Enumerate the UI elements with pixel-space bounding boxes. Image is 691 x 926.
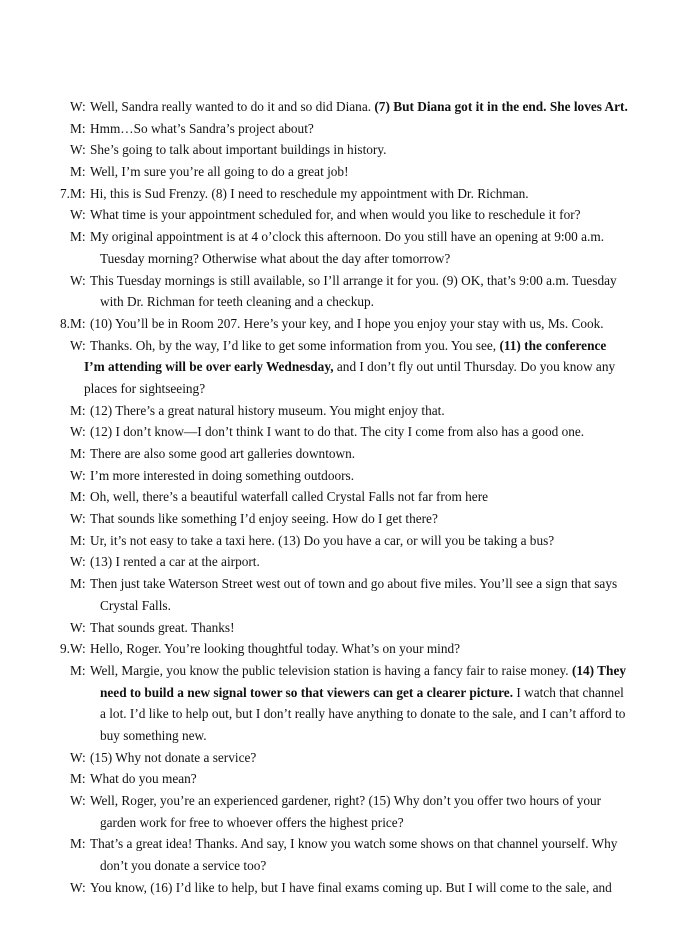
text-segment: Then just take Waterson Street west out of town and go about five miles. You’ll see a sign that says — [90, 576, 618, 592]
item-number: 9. — [60, 641, 70, 657]
utterance-text — [100, 248, 450, 270]
transcript-line — [0, 703, 691, 725]
utterance-text — [90, 204, 581, 226]
transcript-line — [0, 855, 691, 877]
text-segment: Well, I’m sure you’re all going to do a great job! — [90, 164, 349, 180]
transcript-line — [0, 226, 691, 248]
text-segment: (15) Why not donate a service? — [90, 749, 257, 765]
transcript-line — [0, 660, 691, 682]
utterance-text — [90, 833, 617, 855]
speaker-label: W: — [70, 554, 86, 570]
text-segment: (12) I don’t know—I don’t think I want to do that. The city I come from also has a good one. — [90, 424, 585, 440]
text-segment: places for sightseeing? — [84, 380, 206, 396]
utterance-text — [100, 595, 171, 617]
transcript-line — [0, 573, 691, 595]
utterance-text — [90, 139, 386, 161]
transcript-line — [0, 96, 691, 118]
text-segment: Hi, this is Sud Frenzy. (8) I need to reschedule my appointment with Dr. Richman. — [90, 185, 529, 201]
text-segment: Well, Roger, you’re an experienced gardener, right? (15) Why don’t you offer two hours of your — [90, 793, 602, 808]
text-segment: She’s going to talk about important buildings in history. — [90, 142, 387, 158]
utterance-text — [90, 573, 617, 595]
text-segment: That sounds like something I’d enjoy seeing. How do I get there? — [90, 511, 438, 527]
utterance-text — [90, 551, 260, 573]
text-segment: There are also some good art galleries downtown. — [90, 446, 356, 461]
speaker-label: W: — [70, 142, 86, 158]
utterance-text — [90, 638, 460, 660]
transcript-line — [0, 139, 691, 161]
utterance-text — [84, 356, 615, 378]
transcript-line — [0, 790, 691, 812]
text-segment: Well, Margie, you know the public television station is having a fancy fair to raise money. — [90, 662, 572, 678]
speaker-label: W: — [70, 207, 86, 223]
text-segment: Well, Sandra really wanted to do it and so did Diana. — [90, 99, 375, 114]
speaker-label: M: — [70, 402, 86, 418]
utterance-text — [90, 313, 604, 335]
transcript-line — [0, 638, 691, 660]
transcript-line — [0, 617, 691, 639]
utterance-text — [90, 660, 626, 682]
item-number: 7. — [60, 185, 70, 201]
transcript — [0, 96, 691, 898]
transcript-line — [0, 291, 691, 313]
speaker-label: M: — [70, 164, 86, 180]
utterance-text — [90, 226, 604, 248]
answer-highlight: need to build a new signal tower so that viewers can get a clearer picture. — [100, 684, 514, 700]
transcript-line — [0, 812, 691, 834]
text-segment: Hmm…So what’s Sandra’s project about? — [90, 120, 314, 136]
transcript-line — [0, 270, 691, 292]
utterance-text — [100, 725, 207, 747]
speaker-label: M: — [70, 446, 86, 461]
item-number: 8. — [60, 315, 70, 331]
transcript-line — [0, 313, 691, 335]
utterance-text — [90, 183, 529, 205]
speaker-label: W: — [70, 619, 86, 635]
transcript-line — [0, 768, 691, 790]
text-segment: That sounds great. Thanks! — [90, 619, 235, 635]
transcript-line — [0, 400, 691, 422]
text-segment: (12) There’s a great natural history museum. You might enjoy that. — [90, 402, 445, 418]
text-segment: I watch that channel — [513, 684, 624, 700]
speaker-label: M: — [70, 836, 86, 852]
speaker-label: W: — [70, 424, 86, 440]
text-segment: This Tuesday mornings is still available, so I’ll arrange it for you. (9) OK, that’s 9:00 a.m. Tuesday — [90, 272, 617, 288]
speaker-label: M: — [70, 532, 86, 548]
text-segment: Thanks. Oh, by the way, I’d like to get some information from you. You see, — [90, 337, 500, 353]
text-segment: What time is your appointment scheduled for, and when would you like to reschedule it for? — [90, 207, 581, 223]
utterance-text — [84, 378, 205, 400]
transcript-line — [0, 248, 691, 270]
text-segment: and I don’t fly out until Thursday. Do you know any — [333, 359, 616, 375]
transcript-line — [0, 682, 691, 704]
utterance-text — [90, 335, 606, 357]
transcript-line — [0, 877, 691, 899]
speaker-label: W: — [70, 749, 86, 765]
transcript-line — [0, 118, 691, 140]
speaker-label: M: — [70, 229, 86, 245]
transcript-line — [0, 747, 691, 769]
speaker-label: W: — [70, 467, 86, 483]
speaker-label: W: — [70, 511, 86, 527]
utterance-text — [90, 877, 612, 899]
utterance-text — [100, 812, 404, 834]
text-segment: (13) I rented a car at the airport. — [90, 554, 260, 570]
transcript-line — [0, 161, 691, 183]
answer-highlight: (14) They — [571, 662, 626, 678]
speaker-label: M: — [70, 662, 86, 678]
transcript-line — [0, 378, 691, 400]
text-segment: (10) You’ll be in Room 207. Here’s your key, and I hope you enjoy your stay with us, Ms. Cook. — [90, 315, 604, 331]
text-segment: I’m more interested in doing something outdoors. — [90, 467, 355, 483]
transcript-line — [0, 595, 691, 617]
text-segment: You know, (16) I’d like to help, but I have final exams coming up. But I will come to the sale, and — [90, 879, 612, 895]
utterance-text — [90, 118, 314, 140]
transcript-line — [0, 486, 691, 508]
utterance-text — [90, 96, 628, 118]
text-segment: What do you mean? — [90, 771, 197, 787]
speaker-label: M: — [70, 120, 86, 136]
text-segment: Oh, well, there’s a beautiful waterfall called Crystal Falls not far from here — [90, 489, 489, 505]
speaker-label: M: — [70, 576, 86, 592]
speaker-label: W: — [70, 272, 86, 288]
transcript-line — [0, 443, 691, 465]
text-segment: don’t you donate a service too? — [100, 858, 267, 874]
speaker-label: M: — [70, 489, 86, 505]
text-segment: Ur, it’s not easy to take a taxi here. (13) Do you have a car, or will you be taking a bus? — [90, 532, 555, 548]
utterance-text — [100, 703, 625, 725]
speaker-label: W: — [70, 793, 86, 808]
utterance-text — [90, 530, 554, 552]
utterance-text — [100, 291, 374, 313]
transcript-line — [0, 183, 691, 205]
speaker-label: W: — [70, 337, 86, 353]
transcript-line — [0, 551, 691, 573]
utterance-text — [100, 855, 266, 877]
utterance-text — [90, 747, 256, 769]
transcript-line — [0, 356, 691, 378]
transcript-line — [0, 508, 691, 530]
speaker-label: M: — [70, 185, 86, 201]
answer-highlight: (11) the conference — [499, 337, 607, 353]
utterance-text — [90, 768, 197, 790]
transcript-line — [0, 421, 691, 443]
utterance-text — [100, 682, 624, 704]
answer-highlight: I’m attending will be over early Wednesday, — [84, 359, 334, 375]
answer-highlight: (7) But Diana got it in the end. She loves Art. — [374, 99, 628, 114]
text-segment: My original appointment is at 4 o’clock this afternoon. Do you still have an opening at 9:00 a.m. — [90, 229, 605, 245]
speaker-label: W: — [70, 99, 86, 114]
speaker-label: M: — [70, 315, 86, 331]
speaker-label: W: — [70, 879, 86, 895]
utterance-text — [90, 421, 584, 443]
utterance-text — [90, 161, 349, 183]
text-segment: with Dr. Richman for teeth cleaning and a checkup. — [100, 294, 374, 310]
text-segment: Hello, Roger. You’re looking thoughtful today. What’s on your mind? — [90, 641, 461, 657]
text-segment: Crystal Falls. — [100, 597, 171, 613]
speaker-label: M: — [70, 771, 86, 787]
text-segment: buy something new. — [100, 727, 207, 743]
text-segment: garden work for free to whoever offers the highest price? — [100, 814, 404, 830]
utterance-text — [90, 443, 355, 465]
utterance-text — [90, 486, 488, 508]
utterance-text — [90, 465, 354, 487]
transcript-line — [0, 833, 691, 855]
transcript-line — [0, 335, 691, 357]
text-segment: Tuesday morning? Otherwise what about the day after tomorrow? — [100, 250, 451, 266]
transcript-line — [0, 465, 691, 487]
utterance-text — [90, 617, 235, 639]
utterance-text — [90, 400, 445, 422]
utterance-text — [90, 790, 601, 812]
text-segment: That’s a great idea! Thanks. And say, I know you watch some shows on that channel yourself. Why — [90, 836, 618, 852]
utterance-text — [90, 270, 617, 292]
transcript-line — [0, 530, 691, 552]
transcript-line — [0, 204, 691, 226]
speaker-label: W: — [70, 641, 86, 657]
utterance-text — [90, 508, 438, 530]
transcript-line — [0, 725, 691, 747]
text-segment: a lot. I’d like to help out, but I don’t really have anything to donate to the sale, and I can’t afford to — [100, 706, 626, 722]
